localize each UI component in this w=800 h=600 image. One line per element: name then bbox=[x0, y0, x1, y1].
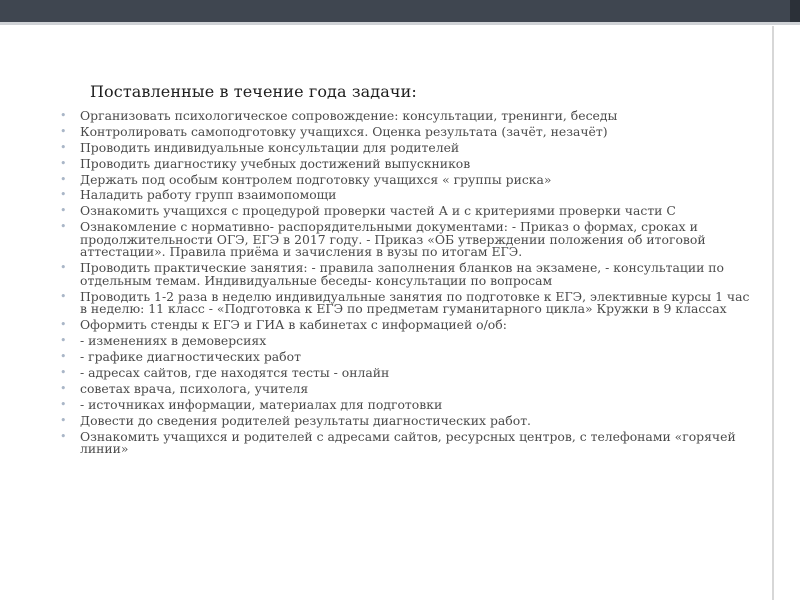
list-item bbox=[56, 205, 758, 218]
list-item-text: Ознакомить учащихся с процедурой проверки частей А и с критериями проверки части С bbox=[80, 203, 676, 219]
bullet-icon: • bbox=[60, 350, 67, 364]
bullet-icon: • bbox=[60, 204, 67, 218]
list-item-text: Наладить работу групп взаимопомощи bbox=[80, 187, 337, 203]
list-item bbox=[56, 335, 758, 348]
bullet-icon: • bbox=[60, 220, 67, 234]
right-divider bbox=[772, 26, 774, 600]
list-item bbox=[56, 319, 758, 332]
list-item bbox=[56, 288, 758, 317]
list-item bbox=[56, 189, 758, 202]
bullet-icon: • bbox=[60, 261, 67, 275]
list-item-text: - источниках информации, материалах для подготовки bbox=[80, 396, 443, 412]
list-item-text: Проводить диагностику учебных достижений выпускников bbox=[80, 155, 471, 171]
bullet-icon: • bbox=[60, 365, 67, 379]
bullet-icon: • bbox=[60, 172, 67, 186]
list-item bbox=[56, 171, 758, 187]
header-band bbox=[0, 0, 800, 22]
header-corner-block bbox=[790, 0, 800, 22]
bullet-icon: • bbox=[60, 140, 67, 154]
list-item-text: советах врача, психолога, учителя bbox=[80, 380, 309, 396]
list-item bbox=[56, 123, 758, 139]
list-item-text: Ознакомить учащихся и родителей с адресами сайтов, ресурсных центров, с телефонами «горячей линии» bbox=[80, 428, 736, 457]
list-item-text: - графике диагностических работ bbox=[80, 349, 301, 365]
list-item bbox=[56, 380, 758, 396]
bullet-icon: • bbox=[60, 156, 67, 170]
list-item-text: Оформить стенды к ЕГЭ и ГИА в кабинетах с информацией о/об: bbox=[80, 317, 507, 333]
bullet-list bbox=[56, 110, 758, 459]
bullet-icon: • bbox=[60, 188, 67, 202]
bullet-icon: • bbox=[60, 289, 67, 303]
list-item-text: Ознакомление с нормативно- распорядительными документами: - Приказ о формах, сроках и продолжительности ОГЭ, ЕГЭ в 2017 году. - Приказ «ОБ утверждении положения об итоговой аттестации». Правила приёма и зачисления в вузы по итогам ЕГЭ. bbox=[80, 219, 706, 260]
bullet-icon: • bbox=[60, 334, 67, 348]
bullet-icon: • bbox=[60, 413, 67, 427]
list-item-text: - изменениях в демоверсиях bbox=[80, 333, 267, 349]
list-item-text: Проводить 1-2 раза в неделю индивидуальные занятия по подготовке к ЕГЭ, элективные курсы 1 час в неделю: 11 класс - «Подготовка к ЕГЭ по предметам гуманитарного цикла» Кружки в 9 классах bbox=[80, 288, 750, 317]
list-item-text: Держать под особым контролем подготовку учащихся « группы риска» bbox=[80, 171, 552, 187]
list-item bbox=[56, 221, 758, 259]
list-item bbox=[56, 428, 758, 457]
list-item-text: Организовать психологическое сопровождение: консультации, тренинги, беседы bbox=[80, 108, 618, 123]
slide-title: Поставленные в течение года задачи: bbox=[90, 82, 417, 101]
list-item-text: Проводить индивидуальные консультации для родителей bbox=[80, 139, 460, 155]
bullet-icon: • bbox=[60, 397, 67, 411]
list-item bbox=[56, 351, 758, 364]
list-item-text: Довести до сведения родителей результаты диагностических работ. bbox=[80, 412, 531, 428]
list-item-text: Проводить практические занятия: - правила заполнения бланков на экзамене, - консультации по отдельным темам. Индивидуальные беседы- консультации по вопросам bbox=[80, 260, 724, 288]
list-item-text: - адресах сайтов, где находятся тесты - онлайн bbox=[80, 364, 390, 380]
list-item bbox=[56, 262, 758, 287]
list-item bbox=[56, 412, 758, 428]
list-item bbox=[56, 155, 758, 171]
bullet-icon: • bbox=[60, 109, 67, 122]
bullet-icon: • bbox=[60, 429, 67, 443]
list-item bbox=[56, 110, 758, 123]
list-item bbox=[56, 139, 758, 155]
bullet-icon: • bbox=[60, 124, 67, 138]
bullet-icon: • bbox=[60, 318, 67, 332]
list-item-text: Контролировать самоподготовку учащихся. Оценка результата (зачёт, незачёт) bbox=[80, 123, 608, 139]
bullet-icon: • bbox=[60, 381, 67, 395]
list-item bbox=[56, 364, 758, 380]
list-item bbox=[56, 396, 758, 412]
